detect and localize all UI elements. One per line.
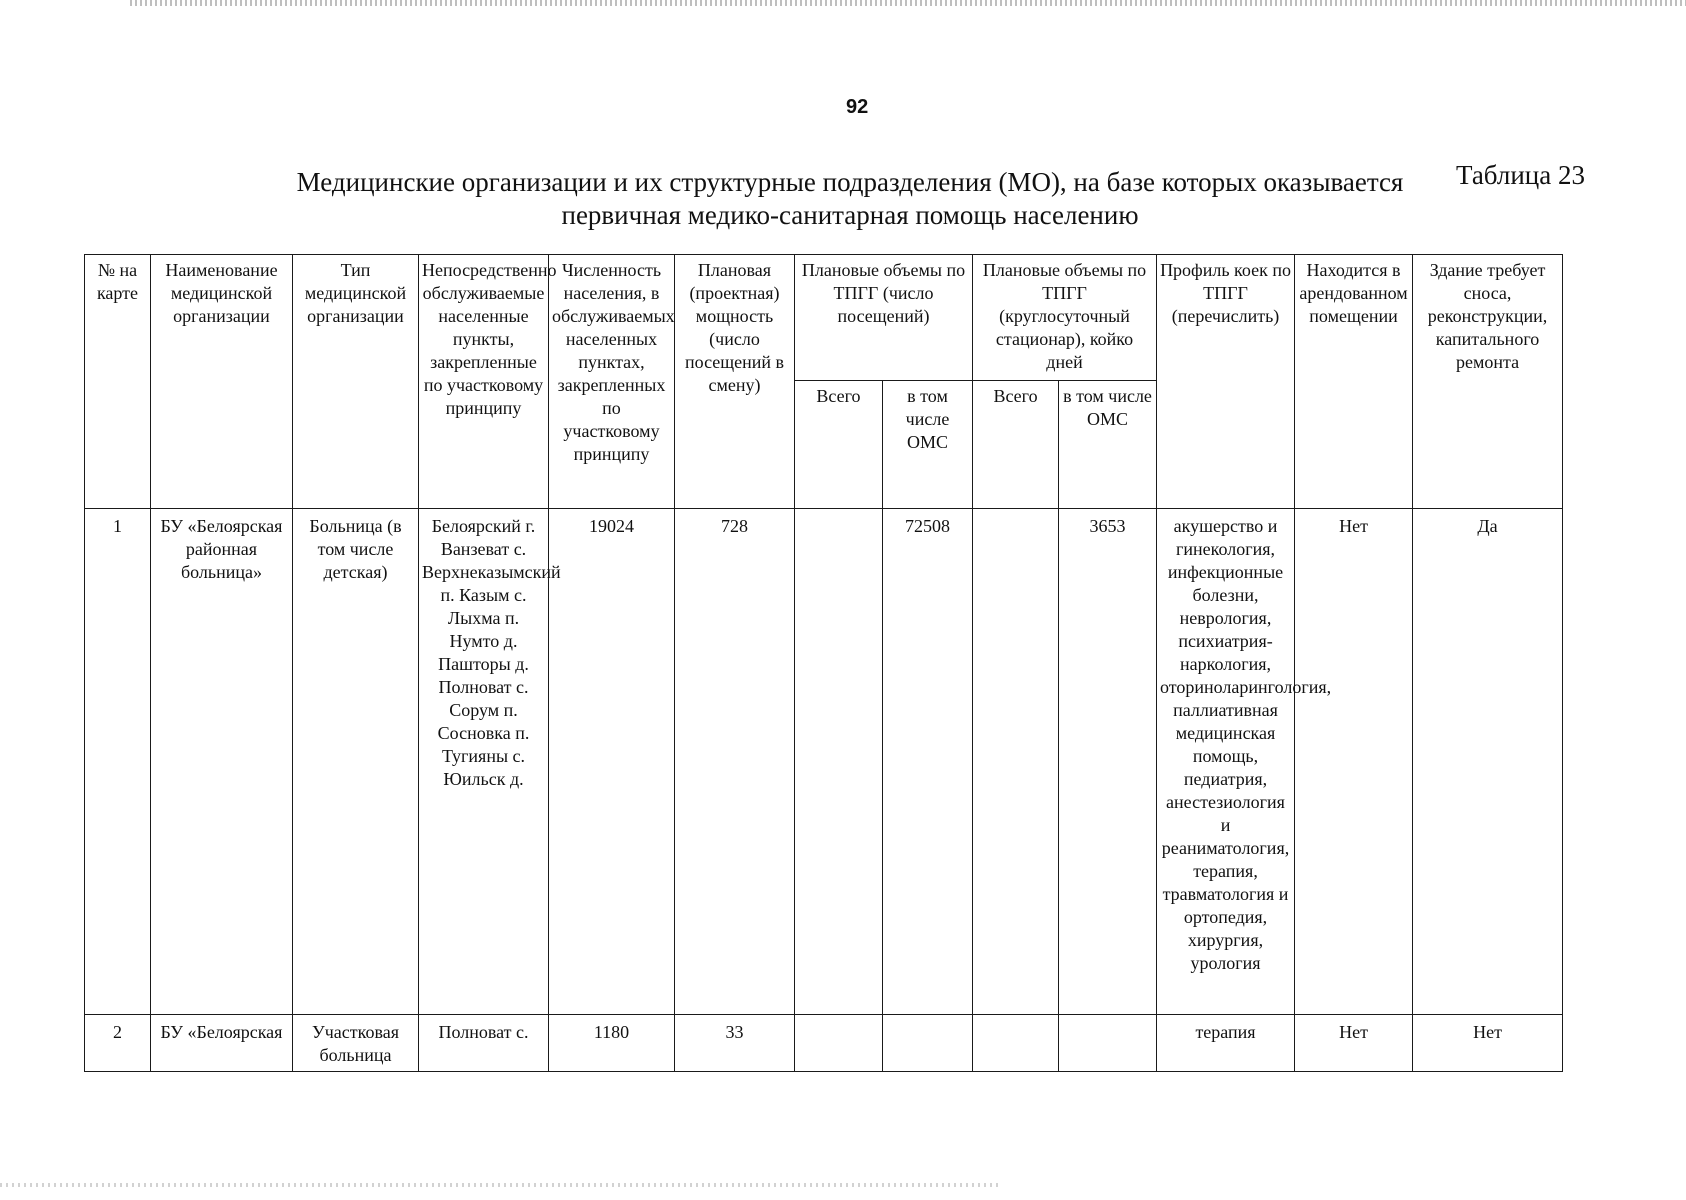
cell-inpatient-total bbox=[973, 509, 1059, 1015]
header-inpatient-group: Плановые объемы по ТПГГ (круглосуточный стационар), койко дней bbox=[973, 255, 1157, 381]
cell-building: Да bbox=[1413, 509, 1563, 1015]
cell-rented: Нет bbox=[1295, 509, 1413, 1015]
cell-visits-oms: 72508 bbox=[883, 509, 973, 1015]
cell-beds-profile: терапия bbox=[1157, 1015, 1295, 1072]
cell-rented: Нет bbox=[1295, 1015, 1413, 1072]
cell-num: 2 bbox=[85, 1015, 151, 1072]
cell-inpatient-oms: 3653 bbox=[1059, 509, 1157, 1015]
cell-visits-oms bbox=[883, 1015, 973, 1072]
header-type: Тип медицинской организации bbox=[293, 255, 419, 509]
cell-name: БУ «Белоярская bbox=[151, 1015, 293, 1072]
cell-visits-total bbox=[795, 509, 883, 1015]
header-beds-profile: Профиль коек по ТПГГ (перечислить) bbox=[1157, 255, 1295, 509]
cell-visits-total bbox=[795, 1015, 883, 1072]
header-visits-total: Всего bbox=[795, 381, 883, 509]
cell-beds-profile: акушерство и гинекология, инфекционные болезни, неврология, психиатрия-наркология, оториноларингология, паллиативная медицинская помощь, педиатрия, анестезиология и реаниматология, терапия, травматология и ортопедия, хирургия, урология bbox=[1157, 509, 1295, 1015]
table-row bbox=[85, 1015, 1563, 1072]
header-rented: Находится в арендованном помещении bbox=[1295, 255, 1413, 509]
cell-population: 19024 bbox=[549, 509, 675, 1015]
cell-building: Нет bbox=[1413, 1015, 1563, 1072]
cell-capacity: 33 bbox=[675, 1015, 795, 1072]
scan-edge-bottom bbox=[0, 1183, 1000, 1187]
cell-num: 1 bbox=[85, 509, 151, 1015]
organizations-table bbox=[84, 254, 1563, 1072]
doc-title-line-2: первичная медико-санитарная помощь населению bbox=[561, 200, 1139, 230]
cell-type: Участковая больница bbox=[293, 1015, 419, 1072]
header-inpatient-total: Всего bbox=[973, 381, 1059, 509]
header-population: Численность населения, в обслуживаемых населенных пунктах, закрепленных по участковому принципу bbox=[549, 255, 675, 509]
header-settlements: Непосредственно обслуживаемые населенные пункты, закрепленные по участковому принципу bbox=[419, 255, 549, 509]
doc-title bbox=[250, 166, 1450, 232]
cell-inpatient-oms bbox=[1059, 1015, 1157, 1072]
cell-capacity: 728 bbox=[675, 509, 795, 1015]
cell-type: Больница (в том числе детская) bbox=[293, 509, 419, 1015]
cell-settlements: Полноват с. bbox=[419, 1015, 549, 1072]
header-num: № на карте bbox=[85, 255, 151, 509]
cell-inpatient-total bbox=[973, 1015, 1059, 1072]
cell-settlements: Белоярский г. Ванзеват с. Верхнеказымский п. Казым с. Лыхма п. Нумто д. Пашторы д. Полноват с. Сорум п. Сосновка п. Тугияны с. Юильск д. bbox=[419, 509, 549, 1015]
scan-edge-top bbox=[130, 0, 1686, 6]
table-row bbox=[85, 509, 1563, 1015]
header-inpatient-oms: в том числе ОМС bbox=[1059, 381, 1157, 509]
header-name: Наименование медицинской организации bbox=[151, 255, 293, 509]
header-visits-oms: в том числе ОМС bbox=[883, 381, 973, 509]
table-label: Таблица 23 bbox=[1456, 160, 1585, 190]
header-capacity: Плановая (проектная) мощность (число посещений в смену) bbox=[675, 255, 795, 509]
doc-title-line-1: Медицинские организации и их структурные подразделения (МО), на базе которых оказывается bbox=[296, 167, 1404, 197]
page-number: 92 bbox=[846, 96, 869, 118]
cell-name: БУ «Белоярская районная больница» bbox=[151, 509, 293, 1015]
cell-population: 1180 bbox=[549, 1015, 675, 1072]
header-visits-group: Плановые объемы по ТПГГ (число посещений) bbox=[795, 255, 973, 381]
header-building: Здание требует сноса, реконструкции, капитального ремонта bbox=[1413, 255, 1563, 509]
